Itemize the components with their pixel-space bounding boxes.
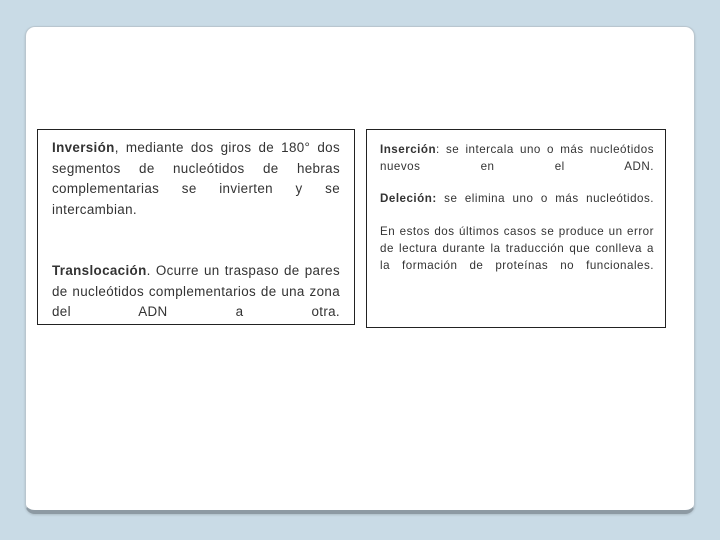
insercion-text: : se intercala uno o más nucleótidos nuevos en el ADN. xyxy=(380,143,654,173)
paragraph-spacer xyxy=(380,208,654,224)
translocacion-term: Translocación xyxy=(52,263,147,278)
note-paragraph: En estos dos últimos casos se produce un error de lectura durante la traducción que conlleva a la formación de proteínas no funcionales. xyxy=(380,225,654,272)
delecion-paragraph xyxy=(380,191,654,208)
translocacion-paragraph xyxy=(52,261,340,323)
inversion-term: Inversión xyxy=(52,140,115,155)
delecion-term: Deleción: xyxy=(380,192,437,206)
insercion-term: Inserción xyxy=(380,143,437,156)
right-text-box xyxy=(366,129,666,328)
inversion-text: , mediante dos giros de 180° dos segmentos de nucleótidos de hebras complementarias se invierten y se intercambian. xyxy=(52,140,340,217)
inversion-paragraph xyxy=(52,138,340,220)
insercion-paragraph xyxy=(380,142,654,175)
paragraph-spacer xyxy=(52,220,340,261)
left-text-box xyxy=(37,129,355,325)
slide xyxy=(25,26,695,514)
paragraph-spacer xyxy=(380,175,654,191)
translocacion-text: . Ocurre un traspaso de pares de nucleótidos complementarios de una zona del ADN a otra. xyxy=(52,263,340,319)
delecion-text: se elimina uno o más nucleótidos. xyxy=(436,192,654,206)
